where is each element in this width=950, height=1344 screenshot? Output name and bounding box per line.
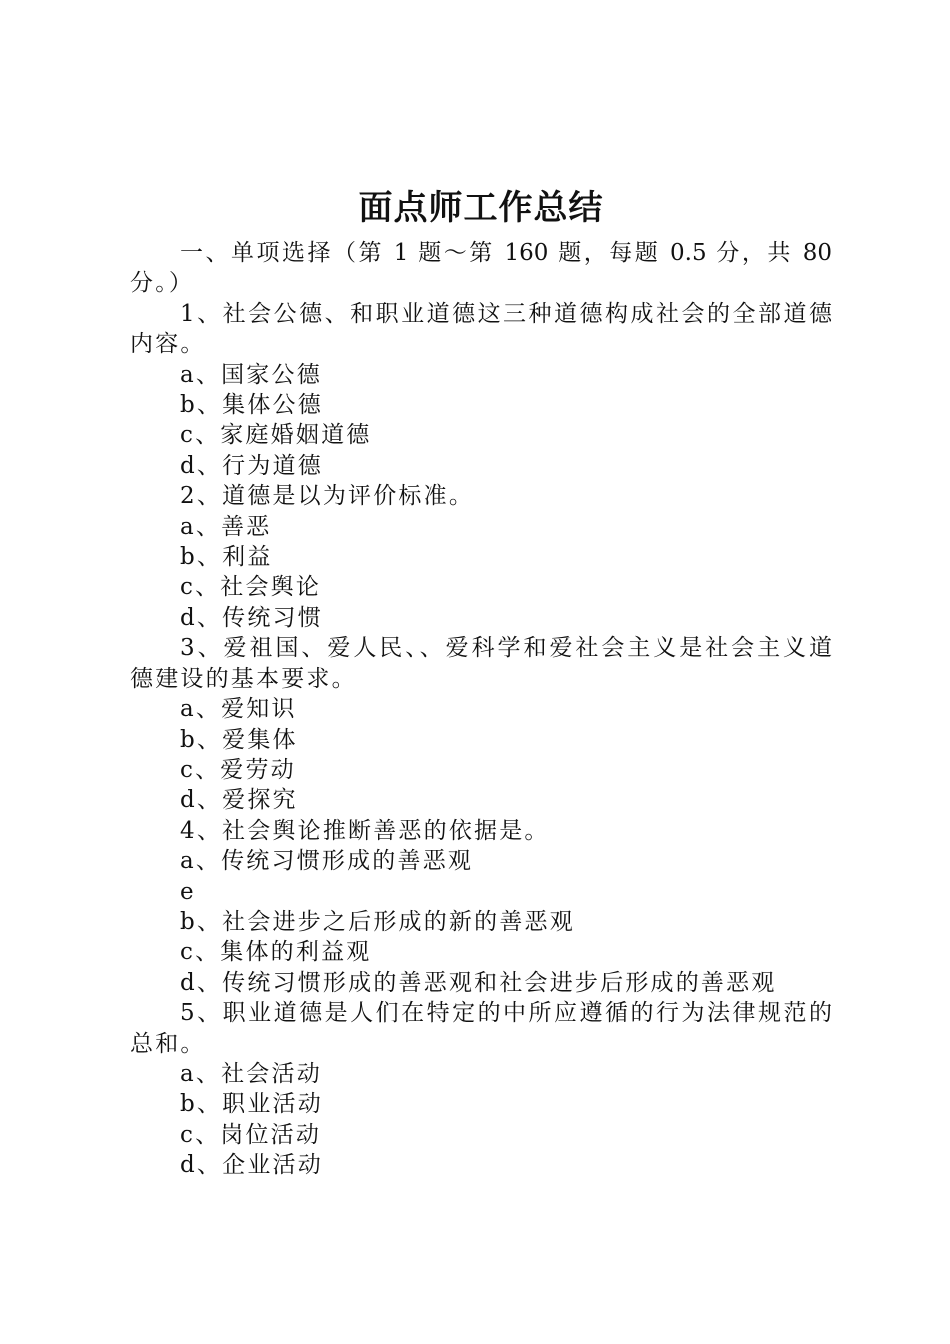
text-line: a、社会活动 [180,1060,322,1087]
text-line: d、企业活动 [180,1152,323,1179]
text-line: b、利益 [180,544,273,571]
text-line: e [180,878,196,905]
document-title: 面点师工作总结 [358,188,604,228]
text-line: b、社会进步之后形成的新的善恶观 [180,908,575,935]
text-line: 5、职业道德是人们在特定的中所应遵循的行为法律规范的 [180,1000,832,1027]
text-line: 德建设的基本要求。 [130,665,357,692]
text-line: 一、单项选择（第 1 题～第 160 题，每题 0.5 分，共 80 [180,240,832,266]
text-line: c、集体的利益观 [180,939,372,966]
text-line: 内容。 [130,331,206,358]
text-line: a、爱知识 [180,696,297,723]
text-line: c、爱劳动 [180,756,296,783]
text-line: d、传统习惯形成的善恶观和社会进步后形成的善恶观 [180,969,777,996]
text-line: d、爱探究 [180,787,298,814]
text-line: 4、社会舆论推断善恶的依据是。 [180,817,550,844]
text-line: 2、道德是以为评价标准。 [180,483,475,510]
text-line: a、国家公德 [180,361,322,388]
text-line: a、善恶 [180,513,272,540]
text-line: 1、社会公德、和职业道德这三种道德构成社会的全部道德 [180,300,832,327]
text-line: b、爱集体 [180,726,298,753]
text-line: 总和。 [130,1030,206,1057]
text-line: c、社会舆论 [180,574,322,601]
text-line: 分。） [130,270,195,297]
text-line: c、家庭婚姻道德 [180,422,372,449]
text-line: b、集体公德 [180,392,323,419]
text-line: d、行为道德 [180,452,323,479]
document-body [130,238,832,1181]
text-line: 3、爱祖国、爱人民、、爱科学和爱社会主义是社会主义道 [180,635,832,662]
text-line: d、传统习惯 [180,604,323,631]
text-line: b、职业活动 [180,1091,323,1118]
text-line: c、岗位活动 [180,1121,322,1148]
text-line: a、传统习惯形成的善恶观 [180,848,474,875]
